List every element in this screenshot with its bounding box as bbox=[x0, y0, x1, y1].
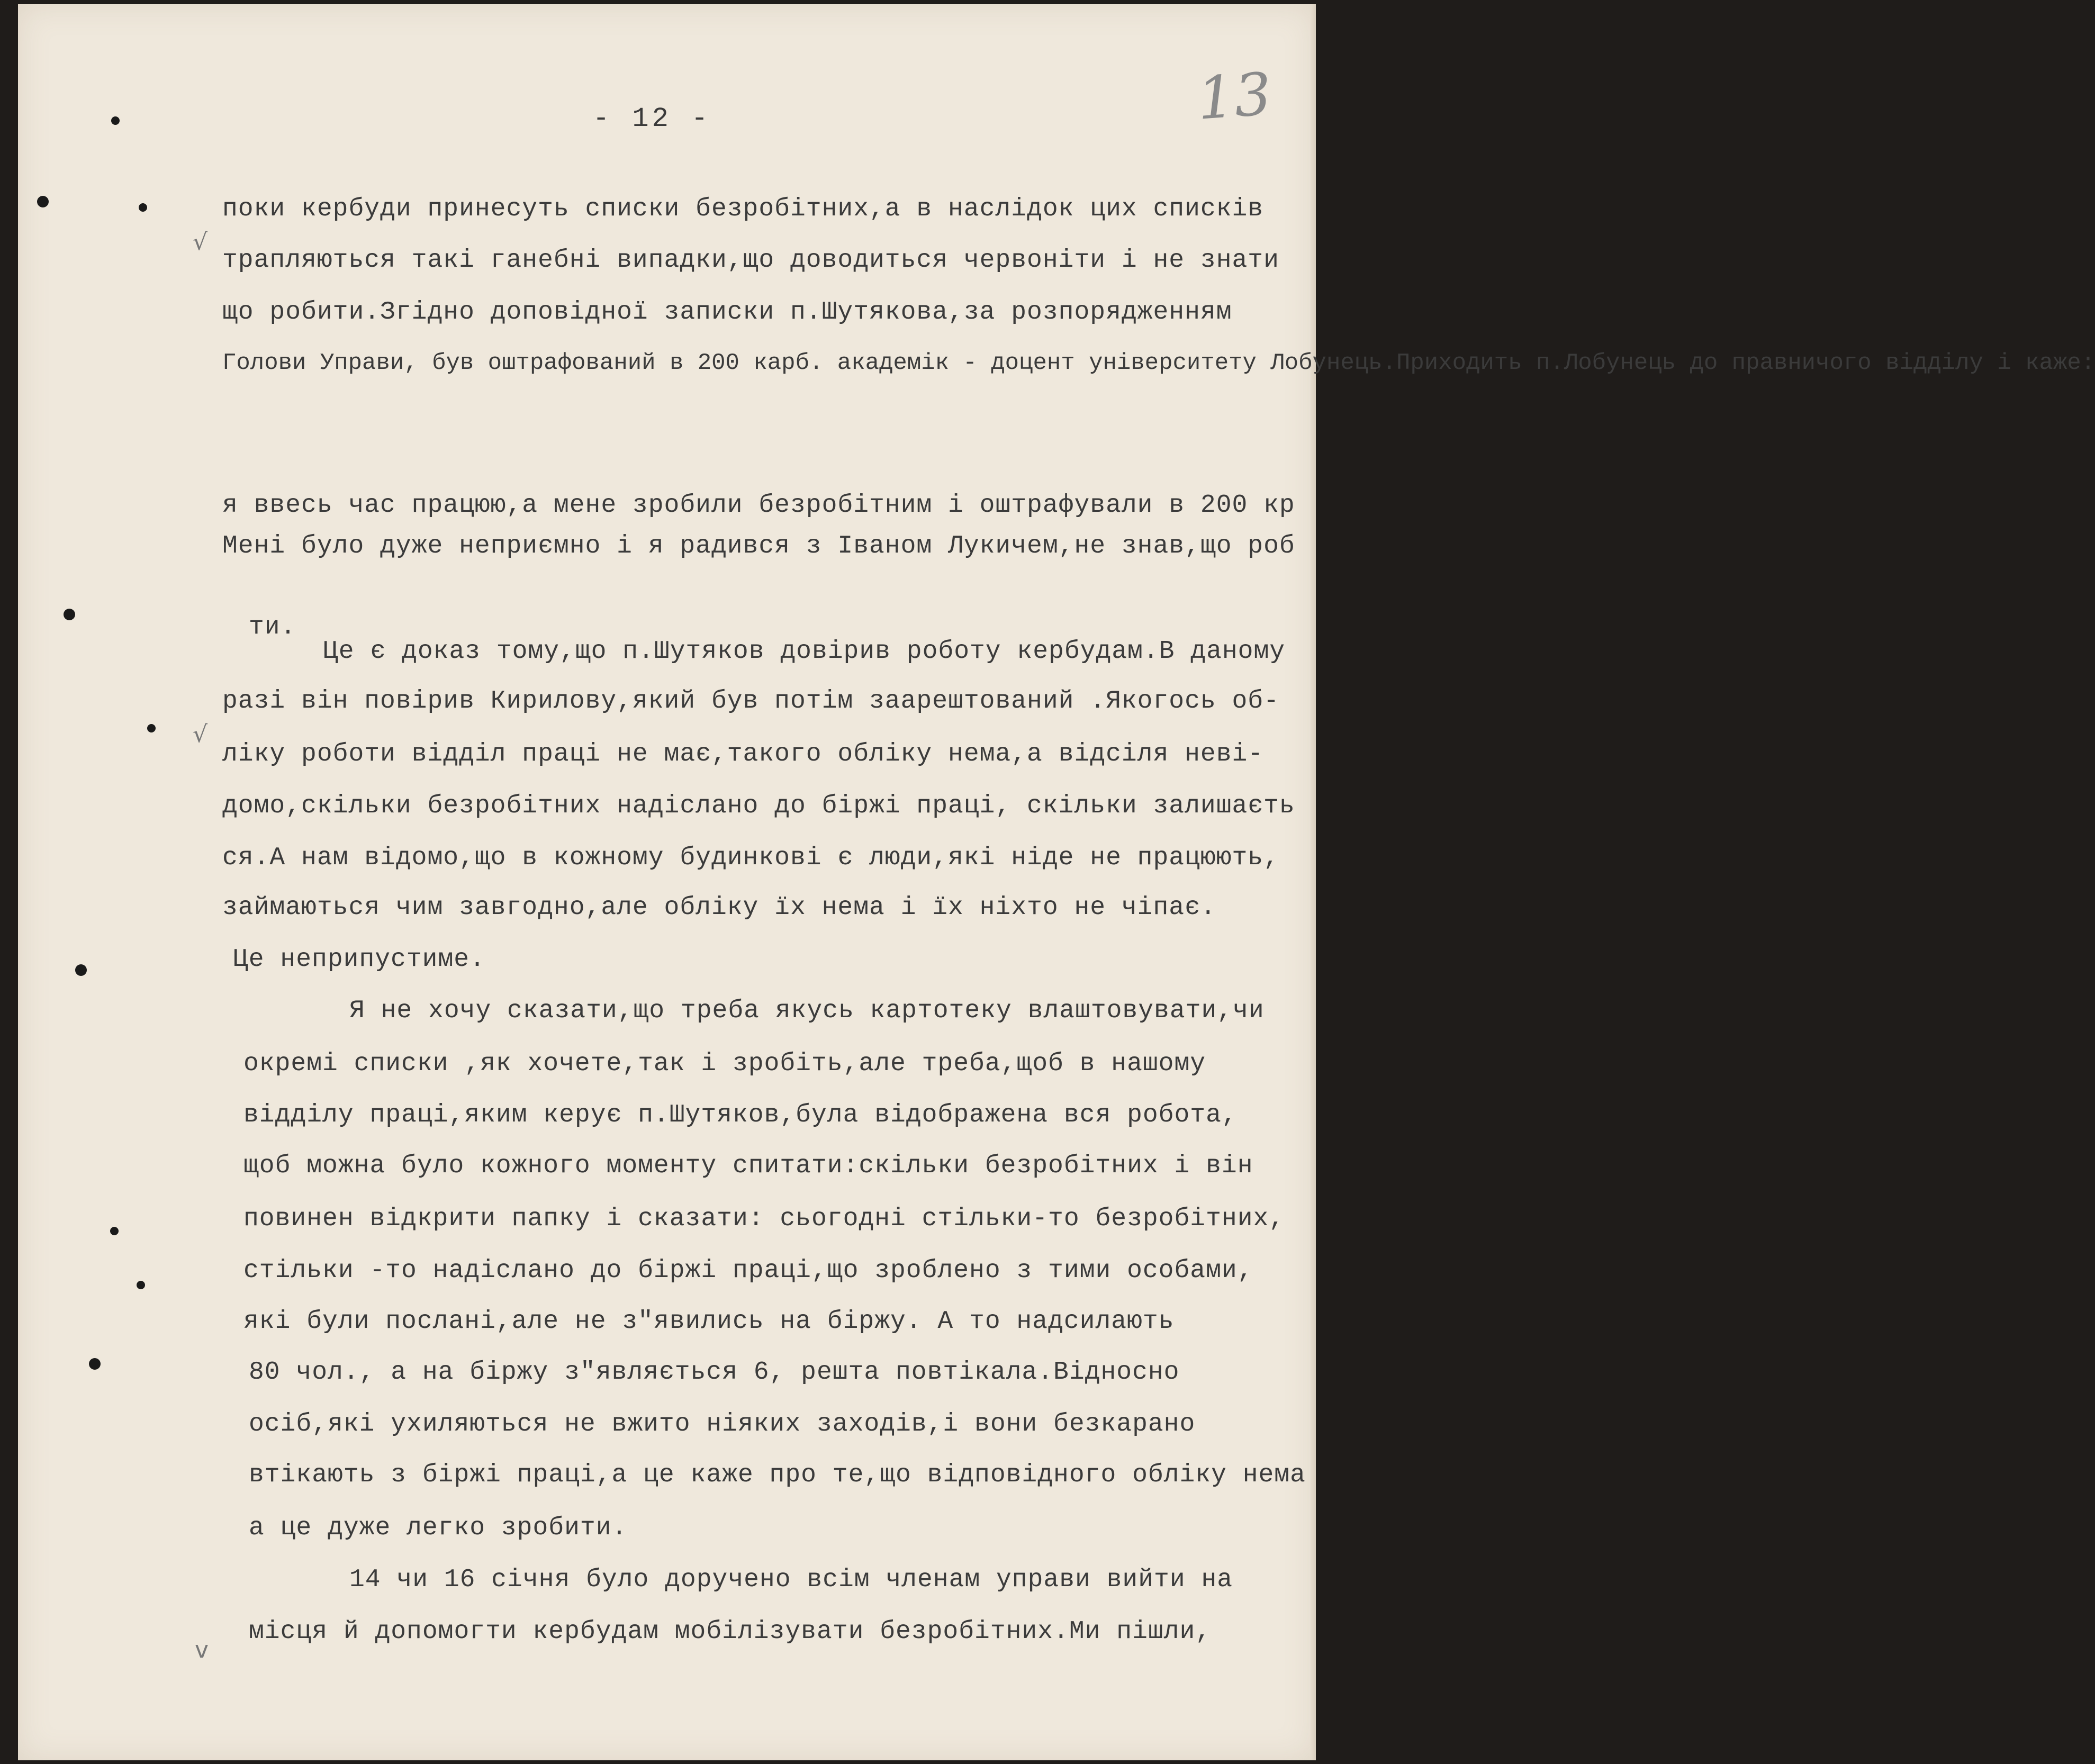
text-line: трапляються такі ганебні випадки,що доводиться червоніти і не знати bbox=[222, 246, 1279, 275]
text-line: щоб можна було кожного моменту спитати:скільки безробітних і він bbox=[243, 1152, 1253, 1180]
text-line: втікають з біржі праці,а це каже про те,що відповідного обліку нема bbox=[249, 1461, 1306, 1489]
page-number: - 12 - bbox=[593, 103, 711, 134]
binding-hole-dot bbox=[139, 203, 147, 212]
text-line: 14 чи 16 січня було доручено всім членам управи вийти на bbox=[349, 1566, 1233, 1594]
text-line: Це неприпустиме. bbox=[233, 945, 485, 974]
text-line: місця й допомогти кербудам мобілізувати безробітних.Ми пішли, bbox=[249, 1617, 1212, 1646]
text-line: окремі списки ,як хочете,так і зробіть,але треба,щоб в нашому bbox=[243, 1050, 1206, 1078]
binding-hole-dot bbox=[147, 724, 156, 732]
text-line: Мені було дуже неприємно і я радився з Іваном Лукичем,не знав,що роб bbox=[222, 532, 1295, 560]
text-line: займаються чим завгодно,але обліку їх нема і їх ніхто не чіпає. bbox=[222, 893, 1216, 922]
binding-hole-dot bbox=[89, 1358, 101, 1370]
binding-hole-dot bbox=[111, 116, 120, 125]
text-line: які були послані,але не з"явились на біржу. А то надсилають bbox=[243, 1307, 1175, 1336]
text-line: 80 чол., а на біржу з"являється 6, решта повтікала.Відносно bbox=[249, 1358, 1180, 1387]
text-line: разі він повірив Кирилову,який був потім заарештований .Якогось об- bbox=[222, 687, 1279, 716]
text-line: що робити.Згідно доповідної записки п.Шутякова,за розпорядженням bbox=[222, 298, 1232, 327]
binding-hole-dot bbox=[64, 609, 75, 620]
binding-hole-dot bbox=[75, 964, 87, 976]
text-line: ся.А нам відомо,що в кожному будинкові є люди,які ніде не працюють, bbox=[222, 844, 1279, 872]
text-line: повинен відкрити папку і сказати: сьогодні стільки-то безробітних, bbox=[243, 1205, 1285, 1233]
text-line: Голови Управи, був оштрафований в 200 карб. академік - доцент університету Лобунець.Приходить п.Лобунець до правничого відділу і каже: bbox=[222, 350, 2095, 376]
text-line: ти. bbox=[249, 613, 296, 641]
text-line: домо,скільки безробітних надіслано до біржі праці, скільки залишаєть bbox=[222, 792, 1295, 820]
text-line: стільки -то надіслано до біржі праці,що зроблено з тими особами, bbox=[243, 1256, 1253, 1285]
binding-hole-dot bbox=[137, 1281, 145, 1289]
text-line: ліку роботи відділ праці не має,такого обліку нема,а відсіля неві- bbox=[222, 740, 1264, 768]
binding-hole-dot bbox=[37, 196, 49, 207]
text-line: відділу праці,яким керує п.Шутяков,була відображена вся робота, bbox=[243, 1101, 1238, 1129]
text-line: а це дуже легко зробити. bbox=[249, 1514, 628, 1542]
text-line: Я не хочу сказати,що треба якусь картотеку влаштовувати,чи bbox=[349, 997, 1265, 1025]
margin-check-mark: √ bbox=[193, 229, 208, 256]
text-line: Це є доказ тому,що п.Шутяков довірив роботу кербудам.В даному bbox=[323, 637, 1286, 666]
archive-page-number: 13 bbox=[1195, 60, 1274, 133]
margin-check-mark: √ bbox=[193, 721, 208, 748]
page-edge bbox=[1311, 4, 1316, 1760]
text-line: поки кербуди принесуть списки безробітних,а в наслідок цих списків bbox=[222, 195, 1264, 223]
text-line: я ввесь час працюю,а мене зробили безробітним і оштрафували в 200 кр bbox=[222, 491, 1295, 520]
margin-check-mark: v bbox=[195, 1636, 209, 1663]
text-line: осіб,які ухиляються не вжито ніяких заходів,і вони безкарано bbox=[249, 1410, 1196, 1439]
binding-hole-dot bbox=[110, 1227, 119, 1235]
